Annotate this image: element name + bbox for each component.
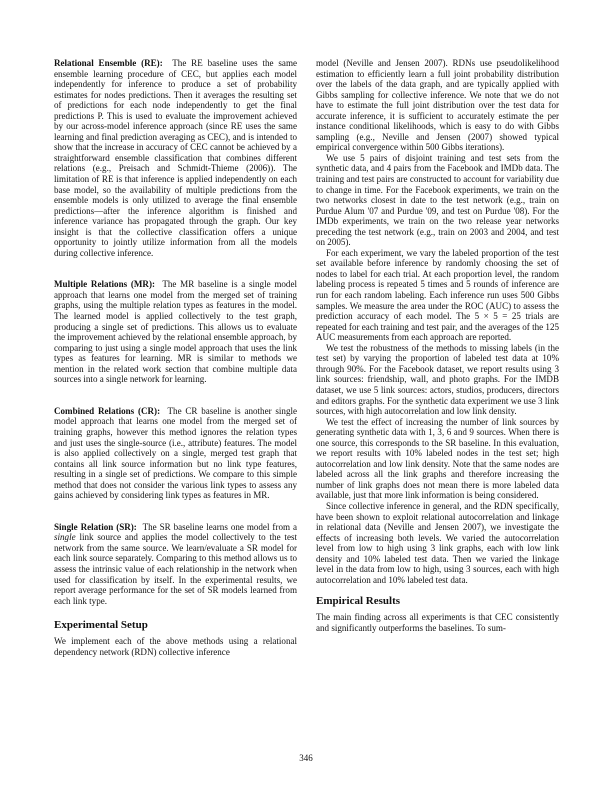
right-column: [316, 58, 559, 633]
cr-heading: Combined Relations (CR):: [54, 405, 161, 416]
re-paragraph: [54, 58, 297, 258]
cr-paragraph: [54, 406, 297, 501]
sr-paragraph: [54, 522, 297, 606]
mr-paragraph: [54, 279, 297, 384]
link-sources-paragraph: We test the effect of increasing the number of link sources by generating synthetic data with 1, 3, 6 and 9 sources. When there is one source, this corresponds to the SR baseline. In this evaluation, we report results with 10% labeled nodes in the test set; high autocorrelation and low link density. Note that the same nodes are labeled across all the link graphs and therefore increasing the number of link graphs does not mean there is more labeled data available, just that more link information is being considered.: [316, 416, 559, 501]
autocorrelation-paragraph: Since collective inference in general, and the RDN specifically, have been shown to exploit relational autocorrelation and linkage in relational data (Neville and Jensen 2007), we investigate the effects of increasing both levels. We varied the autocorrelation level from low to high using 3 link graphs, each with low link density and 10% labeled test data. Then we varied the linkage level in the data from low to high, using 3 sources, each with high autocorrelation and 10% labeled test data.: [316, 500, 559, 585]
robustness-paragraph: We test the robustness of the methods to missing labels (in the test set) by varying the proportion of labeled test data at 10% through 90%. For the Facebook dataset, we report results using 3 link sources: friendship, wall, and photo graphs. For the IMDB dataset, we use 5 link sources: actors, studios, producers, directors and editors graphs. For the synthetic data experiment we use 3 link sources, with high autocorrelation and low link density.: [316, 342, 559, 417]
mr-heading: Multiple Relations (MR):: [54, 279, 155, 290]
rdn-paragraph: model (Neville and Jensen 2007). RDNs use pseudolikelihood estimation to efficiently learn a full joint probability distribution over the labels of the data graph, and are typically applied with Gibbs sampling for collective inference. We note that we do not have to estimate the full joint distribution over the test data for accurate inference, it is sufficient to accurately estimate the per instance conditional likelihoods, which is easy to do with Gibbs sampling (e.g., Neville and Jensen (2007) showed typical empirical convergence within 500 Gibbs iterations).: [316, 58, 559, 153]
sr-text-emphasis: single: [54, 532, 76, 543]
cr-text: The CR baseline is another single model approach that learns one model from the merged set of training graphs, however this method ignores the relation types and just uses the single-source (i.e., attribute) features. The model is also applied collectively on a single, merged test graph that contains all link source information but no link type features, resulting in a single set of predictions. We compare to this simple method that does not consider the various link types to assess any gains achieved by considering link types as features in MR.: [54, 405, 297, 501]
page-number: 346: [299, 753, 313, 763]
empirical-results-heading: Empirical Results: [316, 595, 401, 608]
setup-paragraph: We implement each of the above methods using a relational dependency network (RDN) collective inference: [54, 636, 297, 657]
datasets-paragraph: We use 5 pairs of disjoint training and test sets from the synthetic data, and 4 pairs from the Facebook and IMDb data. The training and test pairs are constructed to account for variability due to change in time. For the Facebook experiments, we train on the two networks closest in date to the test network (e.g., train on Purdue Alum '07 and Purdue '09, and test on Purdue '08). For the IMDb experiments, we train on the two release year networks preceding the test network (e.g., train on 2003 and 2004, and test on 2005).: [316, 152, 559, 248]
experimental-setup-heading: Experimental Setup: [54, 619, 148, 632]
re-text: The RE baseline uses the same ensemble learning procedure of CEC, but applies each model independently for inference to produce a set of probability estimates for nodes predictions. Then it averages the resulting set of predictions for each node independently to get the final predictions P. This is used to evaluate the improvement achieved by our across-model inference approach (since RE uses the same learning and final prediction averaging as CEC), and is intended to show that the increase in accuracy of CEC cannot be achieved by a straightforward ensemble classification that combines different relations (e.g., Preisach and Schmidt-Thieme (2006)). The limitation of RE is that inference is applied independently on each base model, so the availability of multiple predictions from the ensemble models is only utilized to average the final ensemble predictions—after the inference algorithm is finished and inference variance has propagated through the graph. Our key insight is that the collective classification offers a unique opportunity to jointly utilize information from all the models during collective inference.: [54, 58, 298, 258]
re-heading: Relational Ensemble (RE):: [54, 58, 163, 68]
results-paragraph: The main finding across all experiments is that CEC consistently and significantly outperforms the baselines. To sum-: [316, 612, 559, 633]
sr-text-after: link source and applies the model collectively to the test network from the same source. We learn/evaluate a SR model for each link source separately. Comparing to this method allows us to assess the intrinsic value of each relationship in the network when used for classification by itself. In the experimental results, we report average performance for the set of SR models learned from each link type.: [54, 532, 297, 606]
sr-heading: Single Relation (SR):: [54, 521, 137, 532]
labeling-paragraph: For each experiment, we vary the labeled proportion of the test set available before inference by randomly choosing the set of nodes to label for each trial. At each proportion level, the random labeling process is repeated 5 times and 5 rounds of inference are run for each random labeling. Each inference run uses 500 Gibbs samples. We measure the area under the ROC (AUC) to assess the prediction accuracy of each model. The 5 × 5 = 25 trials are repeated for each training and test pair, and the averages of the 125 AUC measurements from each approach are reported.: [316, 247, 559, 343]
left-column: [54, 58, 297, 657]
mr-text: The MR baseline is a single model approach that learns one model from the merged set of training graphs, using the multiple relation types as features in the model. The learned model is applied collectively to the test graph, producing a single set of predictions. This allows us to evaluate the improvement achieved by the relational ensemble approach, by comparing to just using a single model approach that uses the link types as features for learning. MR is similar to methods we mention in the related work section that combine multiple data sources into a single network for learning.: [54, 279, 297, 385]
sr-text-before: The SR baseline learns one model from a: [142, 521, 297, 532]
